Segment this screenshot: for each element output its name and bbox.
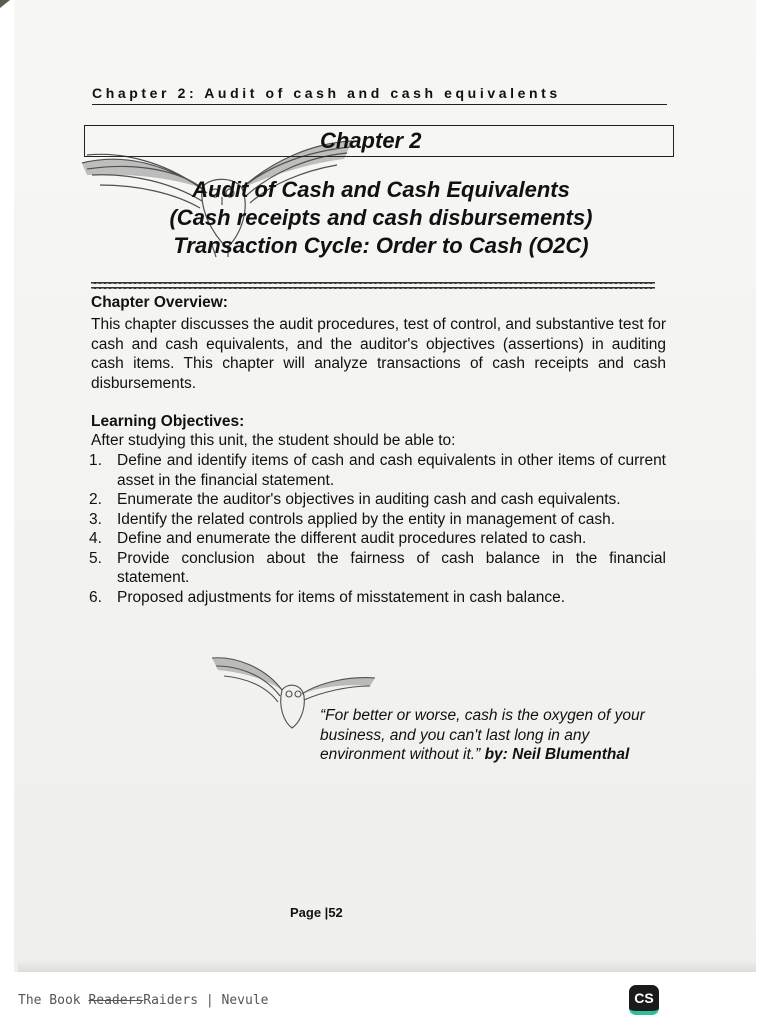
chapter-label: Chapter 2 (320, 128, 422, 153)
list-text: Enumerate the auditor's objectives in auditing cash and cash equivalents. (117, 491, 621, 508)
list-number: 5. (89, 549, 102, 567)
overview-paragraph: This chapter discusses the audit procedures, test of control, and substantive test for cash and cash equivalents, and the auditor's objectives (assertions) in auditing cash items. This chapter will analyze transactions of cash receipts and cash disbursements. (91, 316, 666, 392)
list-text: Define and enumerate the different audit procedures related to cash. (117, 530, 587, 547)
objectives-heading: Learning Objectives: (91, 413, 245, 430)
list-number: 6. (89, 588, 102, 606)
list-item (91, 529, 666, 549)
objectives-list (91, 451, 666, 607)
page-edge-shadow (18, 960, 756, 972)
running-head-rule (92, 104, 667, 105)
overview-heading: Chapter Overview: (91, 294, 228, 311)
title-line: Audit of Cash and Cash Equivalents (192, 177, 570, 202)
chapter-title (88, 176, 674, 260)
running-head: Chapter 2: Audit of cash and cash equivalents (92, 85, 561, 101)
title-line: Transaction Cycle: Order to Cash (O2C) (173, 233, 589, 258)
logo-text: CS (634, 990, 654, 1006)
title-line: (Cash receipts and cash disbursements) (169, 205, 593, 230)
page-number: Page |52 (290, 905, 343, 920)
list-number: 4. (89, 530, 102, 547)
footer-suffix: Raiders | Nevule (143, 993, 269, 1008)
page-corner (0, 0, 10, 8)
objectives-intro: After studying this unit, the student should be able to: (91, 432, 456, 449)
quote (320, 706, 667, 765)
quote-author: by: Neil Blumenthal (484, 746, 630, 763)
list-item (91, 451, 666, 490)
list-text: Identify the related controls applied by the entity in management of cash. (117, 510, 616, 528)
footer-caption (18, 993, 268, 1008)
footer-struck-word: Readers (88, 993, 144, 1008)
list-item (91, 510, 666, 530)
list-number: 3. (89, 510, 102, 528)
list-item (91, 490, 666, 510)
list-number: 2. (89, 491, 102, 508)
list-text: Define and identify items of cash and cash equivalents in other items of current asset in the financial statement. (117, 452, 666, 489)
section-divider (91, 282, 655, 292)
list-item (91, 588, 666, 608)
quote-text: “For better or worse, cash is the oxygen of your business, and you can't last long in any environment without it.” (320, 707, 645, 763)
footer-prefix: The Book (18, 993, 81, 1008)
list-text: Proposed adjustments for items of misstatement in cash balance. (117, 588, 565, 606)
list-text: Provide conclusion about the fairness of cash balance in the financial statement. (117, 549, 666, 586)
camscanner-logo-icon (629, 985, 659, 1015)
list-item (91, 549, 666, 588)
list-number: 1. (89, 452, 102, 469)
